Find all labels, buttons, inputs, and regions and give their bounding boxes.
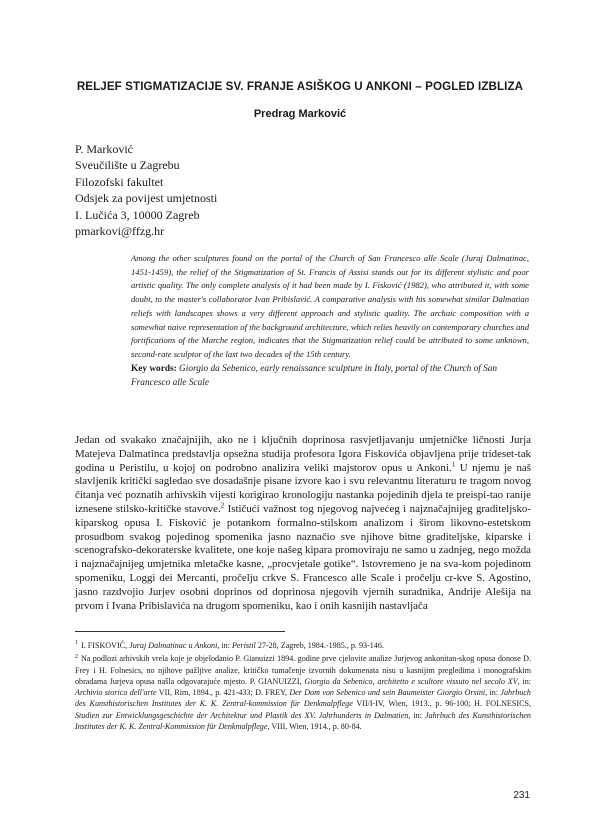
page-number: 231: [513, 790, 530, 801]
footnote-journal: Archivio storico dell'arte: [75, 688, 157, 698]
footnote-ref-1[interactable]: 1: [451, 459, 456, 468]
footnote-divider: [75, 631, 285, 632]
body-text-part: U njemu je naš slavljenik kritički sagledao sve dosadašnje pisane izvore kao i svu relevantnu literaturu te tragom novog čitanja već poznatih arhivskih vijesti korigirao kronologiju nastanka pojedinih djela te preispi-tao ranije iznesene stilsko-kritičke stavove.: [75, 461, 531, 515]
footnote-text: , VIII, Wien, 1914., p. 80-84.: [267, 722, 362, 732]
footnote-text: VII, Rim, 1894., p. 421-433; D. FREY,: [156, 688, 290, 698]
keywords-label: Key words:: [131, 364, 177, 374]
affiliation-email[interactable]: pmarkovi@ffzg.hr: [75, 224, 165, 239]
affiliation-faculty: Filozofski fakultet: [75, 174, 164, 189]
footnote-text: , in:: [517, 676, 532, 686]
body-text-part: Ističući važnost tog njegovog najvećeg i najznačajnijeg graditeljsko-kiparskog opusa I. Fisković je potankom formalno-stilskom analizom i širom likovno-estetskom prosudbom svakog pojedinog spomenika jasno naznačio sve njihove bitne graditeljske, kiparske i scenografsko-dekoraterske kvalitete, one koje našeg kipara promoviraju ne samo u zadnjeg, nego možda i najznačajnijeg umjetnika mletačke kasne, „procvjetale gotike“. Istovremeno je na sva-kom pojedinom spomeniku, Loggi dei Mercanti, pročelju crkve S. Francesco alle Scale i pročelju cr-kve S. Agostino, jasno razdvojio Jurjev osobni doprinos od doprinosa njegovih vjernih suradnika, Andrije Alešija na prvom i Ivana Pribislavića na drugom spomeniku, kao i onih kasnijih nastavljača: [75, 502, 531, 612]
affiliation-address: I. Lučića 3, 10000 Zagreb: [75, 207, 200, 222]
footnote-text: VII/I-IV, Wien, 1913., p. 96-100; H. FOLNESICS,: [352, 699, 531, 709]
footnote-number: 2: [75, 653, 78, 660]
footnote-journal: Peristil: [231, 641, 256, 650]
footnote-2: [75, 653, 531, 732]
keywords-text: Giorgio da Sebenico, early renaissance sculpture in Italy, portal of the Church of San Francesco alle Scale: [131, 364, 498, 389]
footnote-title: Der Dom von Sebenico und sein Baumeister Giorgio Orsini: [289, 688, 486, 698]
body-text-part: Jedan od svakako značajnijih, ako ne i ključnih doprinosa rasvjetljavanju umjetničke ličnosti Jurja Matejeva Dalmatinca predstavlja opsežna studija profesora Igora Fiskovića objavljena prije trideset-tak godina u Peristilu, u kojoj on podrobno analizira veliki majstorov opus u Ankoni.: [75, 434, 531, 474]
footnote-text: , in:: [217, 641, 232, 650]
abstract: Among the other sculptures found on the portal of the Church of San Francesco alle Scale (Juraj Dalmatinac, 1451-1459), the relief of the Stigmatization of St. Francis of Assisi stands out for its different stylistic and poor artistic quality. The only complete analysis of it had been made by I. Fisković (1982), who attributed it, with some doubt, to the master's collaborator Ivan Pribislavić. A comparative analysis with his somewhat similar Dalmatian reliefs with landscapes shows a very different approach and stylistic quality. The archaic composition with a somewhat naive representation of the background architecture, which relies heavily on contemporary churches and fortifications of the Marche region, indicates that the Stigmatization relief could be attributed to some unknown, second-rate sculptor of the last two decades of the 15th century.: [131, 253, 529, 359]
body-paragraph: [75, 434, 531, 613]
footnote-text: 27-28, Zagreb, 1984.-1985., p. 93-146.: [255, 641, 384, 650]
affiliation-name: P. Marković: [75, 142, 133, 156]
author-name: Predrag Marković: [253, 108, 347, 120]
footnote-text: Na podlozi arhivskih vrela koje je objelodanio P. Gianuizzi 1894. godine prve cjelovite analize Jurjevog ankonitan-skog opusa donose D. Frey i H. Folnesics, no njihove pažljive analize, kritičko tumačenje izvornih dokumenata nisu u kasnijim pregledima i monografskim obradama Jurjeva opusa našla odgovarajuće mjesto. P. GIANUIZZI,: [75, 654, 531, 686]
footnote-title: Giorgio da Sebenico, architetto e scultore vissuto nel secolo XV: [304, 676, 518, 686]
footnote-journal: Jahrbuch des Kunsthistorischen Institutes der K. K. Zentral-Kommission für Denkmalpflege: [75, 710, 531, 732]
paper-title: RELJEF STIGMATIZACIJE SV. FRANJE ASIŠKOG U ANKONI – POGLED IZBLIZA: [76, 80, 524, 93]
footnote-number: 1: [75, 640, 78, 647]
footnote-title: Juraj Dalmatinac u Ankoni: [129, 641, 218, 650]
author-affiliation: [75, 141, 335, 239]
footnote-text: , in:: [408, 710, 425, 720]
affiliation-university: Sveučilište u Zagrebu: [75, 158, 180, 173]
footnote-journal: Jahrbuch des Kunsthistorischen Institutes der K. K. Zentral-kommission für Denkmalpflege: [75, 688, 531, 709]
keywords: [131, 362, 529, 390]
body-text: [75, 434, 531, 613]
footnote-ref-2[interactable]: 2: [220, 501, 225, 510]
footnote-text: I. FISKOVIĆ,: [81, 641, 130, 650]
affiliation-department: Odsjek za povijest umjetnosti: [75, 191, 218, 206]
footnotes: [75, 640, 531, 734]
footnote-1: [75, 640, 531, 651]
footnote-title: Studien zur Entwicklungsgeschichte der Architektur und Plastik des XV. Jahrhunderts in Dalmatien: [75, 710, 409, 720]
footnote-text: , in:: [485, 688, 501, 698]
